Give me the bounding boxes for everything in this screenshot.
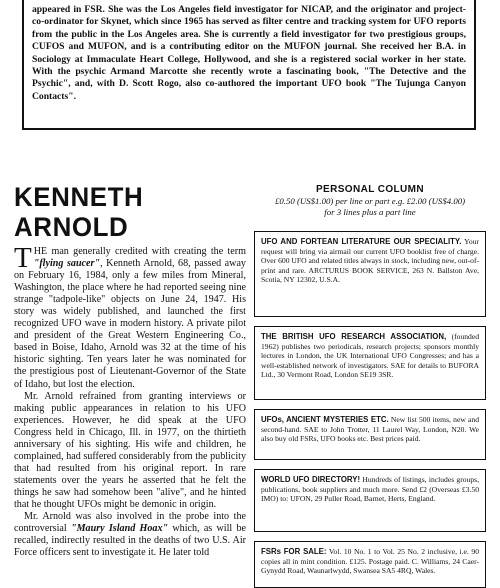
obituary-article (14, 182, 246, 559)
ad-heading: THE BRITISH UFO RESEARCH ASSOCIATION, (261, 332, 447, 341)
classified-ad (254, 326, 486, 400)
article-body (14, 242, 246, 559)
p1-emphasis: "flying saucer" (33, 258, 101, 270)
p3-text-a: Mr. Arnold was also involved in the probe into the controversial (14, 511, 246, 535)
ad-heading: FSRs FOR SALE: (261, 547, 327, 556)
classified-ad (254, 469, 486, 532)
article-paragraph-3 (14, 511, 246, 559)
ad-heading: UFO AND FORTEAN LITERATURE OUR SPECIALITY. (261, 237, 462, 246)
ad-heading: UFOs, ANCIENT MYSTERIES ETC. (261, 415, 389, 424)
ad-body: New list 500 items, new and second-hand. SAE to John Trotter, 11 Laurel Way, London, N20. We also buy old FSRs, UFO books etc. Best prices paid. (261, 415, 480, 444)
p1-text-b: , Kenneth Arnold, 68, passed away on February 16, 1984, only a few miles from Mineral, Washington, the place where he had reported seeing nine strange "tadpole-like" objects on June 24, 1947. His story was widely published, and launched the first recognized UFO wave in modern history. A private pilot and president of the Great Western Engineering Co., based in Boise, Idaho, Arnold was 32 at the time of his historic sighting. Ten years later he was nominated for the prestigious post of Lieutenant-Governor of the State of Idaho, but lost the election. (14, 258, 246, 390)
p1-text-a: HE man generally credited with creating the term (33, 246, 246, 257)
personal-column-title: PERSONAL COLUMN (315, 184, 425, 195)
ad-body: Hundreds of listings, includes groups, publications, book suppliers and much more. Send £2 (Overseas £3.50 IMO) to: UFON, 29 Puller Road, Barnet, Herts, England. (261, 475, 480, 504)
article-paragraph-1 (14, 242, 246, 391)
article-headline: KENNETH ARNOLD (14, 182, 144, 242)
author-bio-text: appeared in FSR. She was the Los Angeles field investigator for NICAP, and the originator and project-co-ordinator for Skynet, which since 1965 has served as filter centre and tracking system for UFO reports from the public in the Los Angeles area. She is currently a field investigator for two prestigious groups, CUFOS and MUFON, and is a contributing editor on the MUFON journal. She received her B.A. in Sociology at Immaculate Heart College, Hollywood, and she is a registered social worker in her state. With the psychic Armand Marcotte she recently wrote a fascinating book, "The Detective and the Psychic", and, with D. Scott Rogo, also co-authored the important UFO book "The Tujunga Canyon Contacts". (32, 4, 466, 102)
ad-heading: WORLD UFO DIRECTORY! (261, 475, 361, 484)
classified-ad (254, 231, 486, 317)
classified-ad (254, 541, 486, 588)
author-bio-box (22, 0, 476, 130)
personal-column-header (254, 184, 486, 217)
p3-text-b: which, as will be recalled, indirectly resulted in the deaths of two U.S. Air Force officers sent to investigate it. He later told (14, 523, 246, 559)
rate-line-1: £0.50 (US$1.00) per line or part e.g. £2.00 (US$4.00) (274, 196, 466, 206)
ad-body: Vol. 10 No. 1 to Vol. 25 No. 2 inclusive, i.e. 90 copies all in mint condition. £125. Postage paid. C. Williams, 24 Caer-Gynydd Road, Waunarlwydd, Swansea SA5 4RQ, Wales. (261, 547, 479, 576)
p3-emphasis: "Maury Island Hoax" (70, 523, 169, 535)
ad-body: (founded 1962) publishes two periodicals, research projects; sponsors monthly lectures in London, the UK International UFO Congresses; and has a well-established network of investigators. SAE for details to BUFORA Ltd., 30 Vermont Road, London SE19 3SR. (261, 332, 479, 380)
classified-ad (254, 409, 486, 460)
drop-cap: T (14, 242, 32, 274)
rate-line-2: for 3 lines plus a part line (324, 206, 416, 217)
personal-column (254, 184, 486, 588)
article-paragraph-2: Mr. Arnold refrained from granting interviews or making public appearances in relation to his UFO experiences. However, he did speak at the UFO Congress held in Chicago, Ill. in 1977, on the thirtieth anniversary of his sighting. His wife and children, he complained, had suffered considerably from the publicity that had resulted from his original report. In rare statements over the years he asserted that he felt the things he saw had somehow been "alive", and he hinted that he thought UFOs might be demonic in origin. (14, 390, 246, 510)
ad-body: Your request will bring via airmail our current UFO booklist free of charge. Over 600 UFO and related titles always in stock, including new, out-of-print and rare. ARCTURUS BOOK SERVICE, 263 N. Ballston Ave, Scotia, NY 12302, U.S.A. (261, 237, 480, 285)
